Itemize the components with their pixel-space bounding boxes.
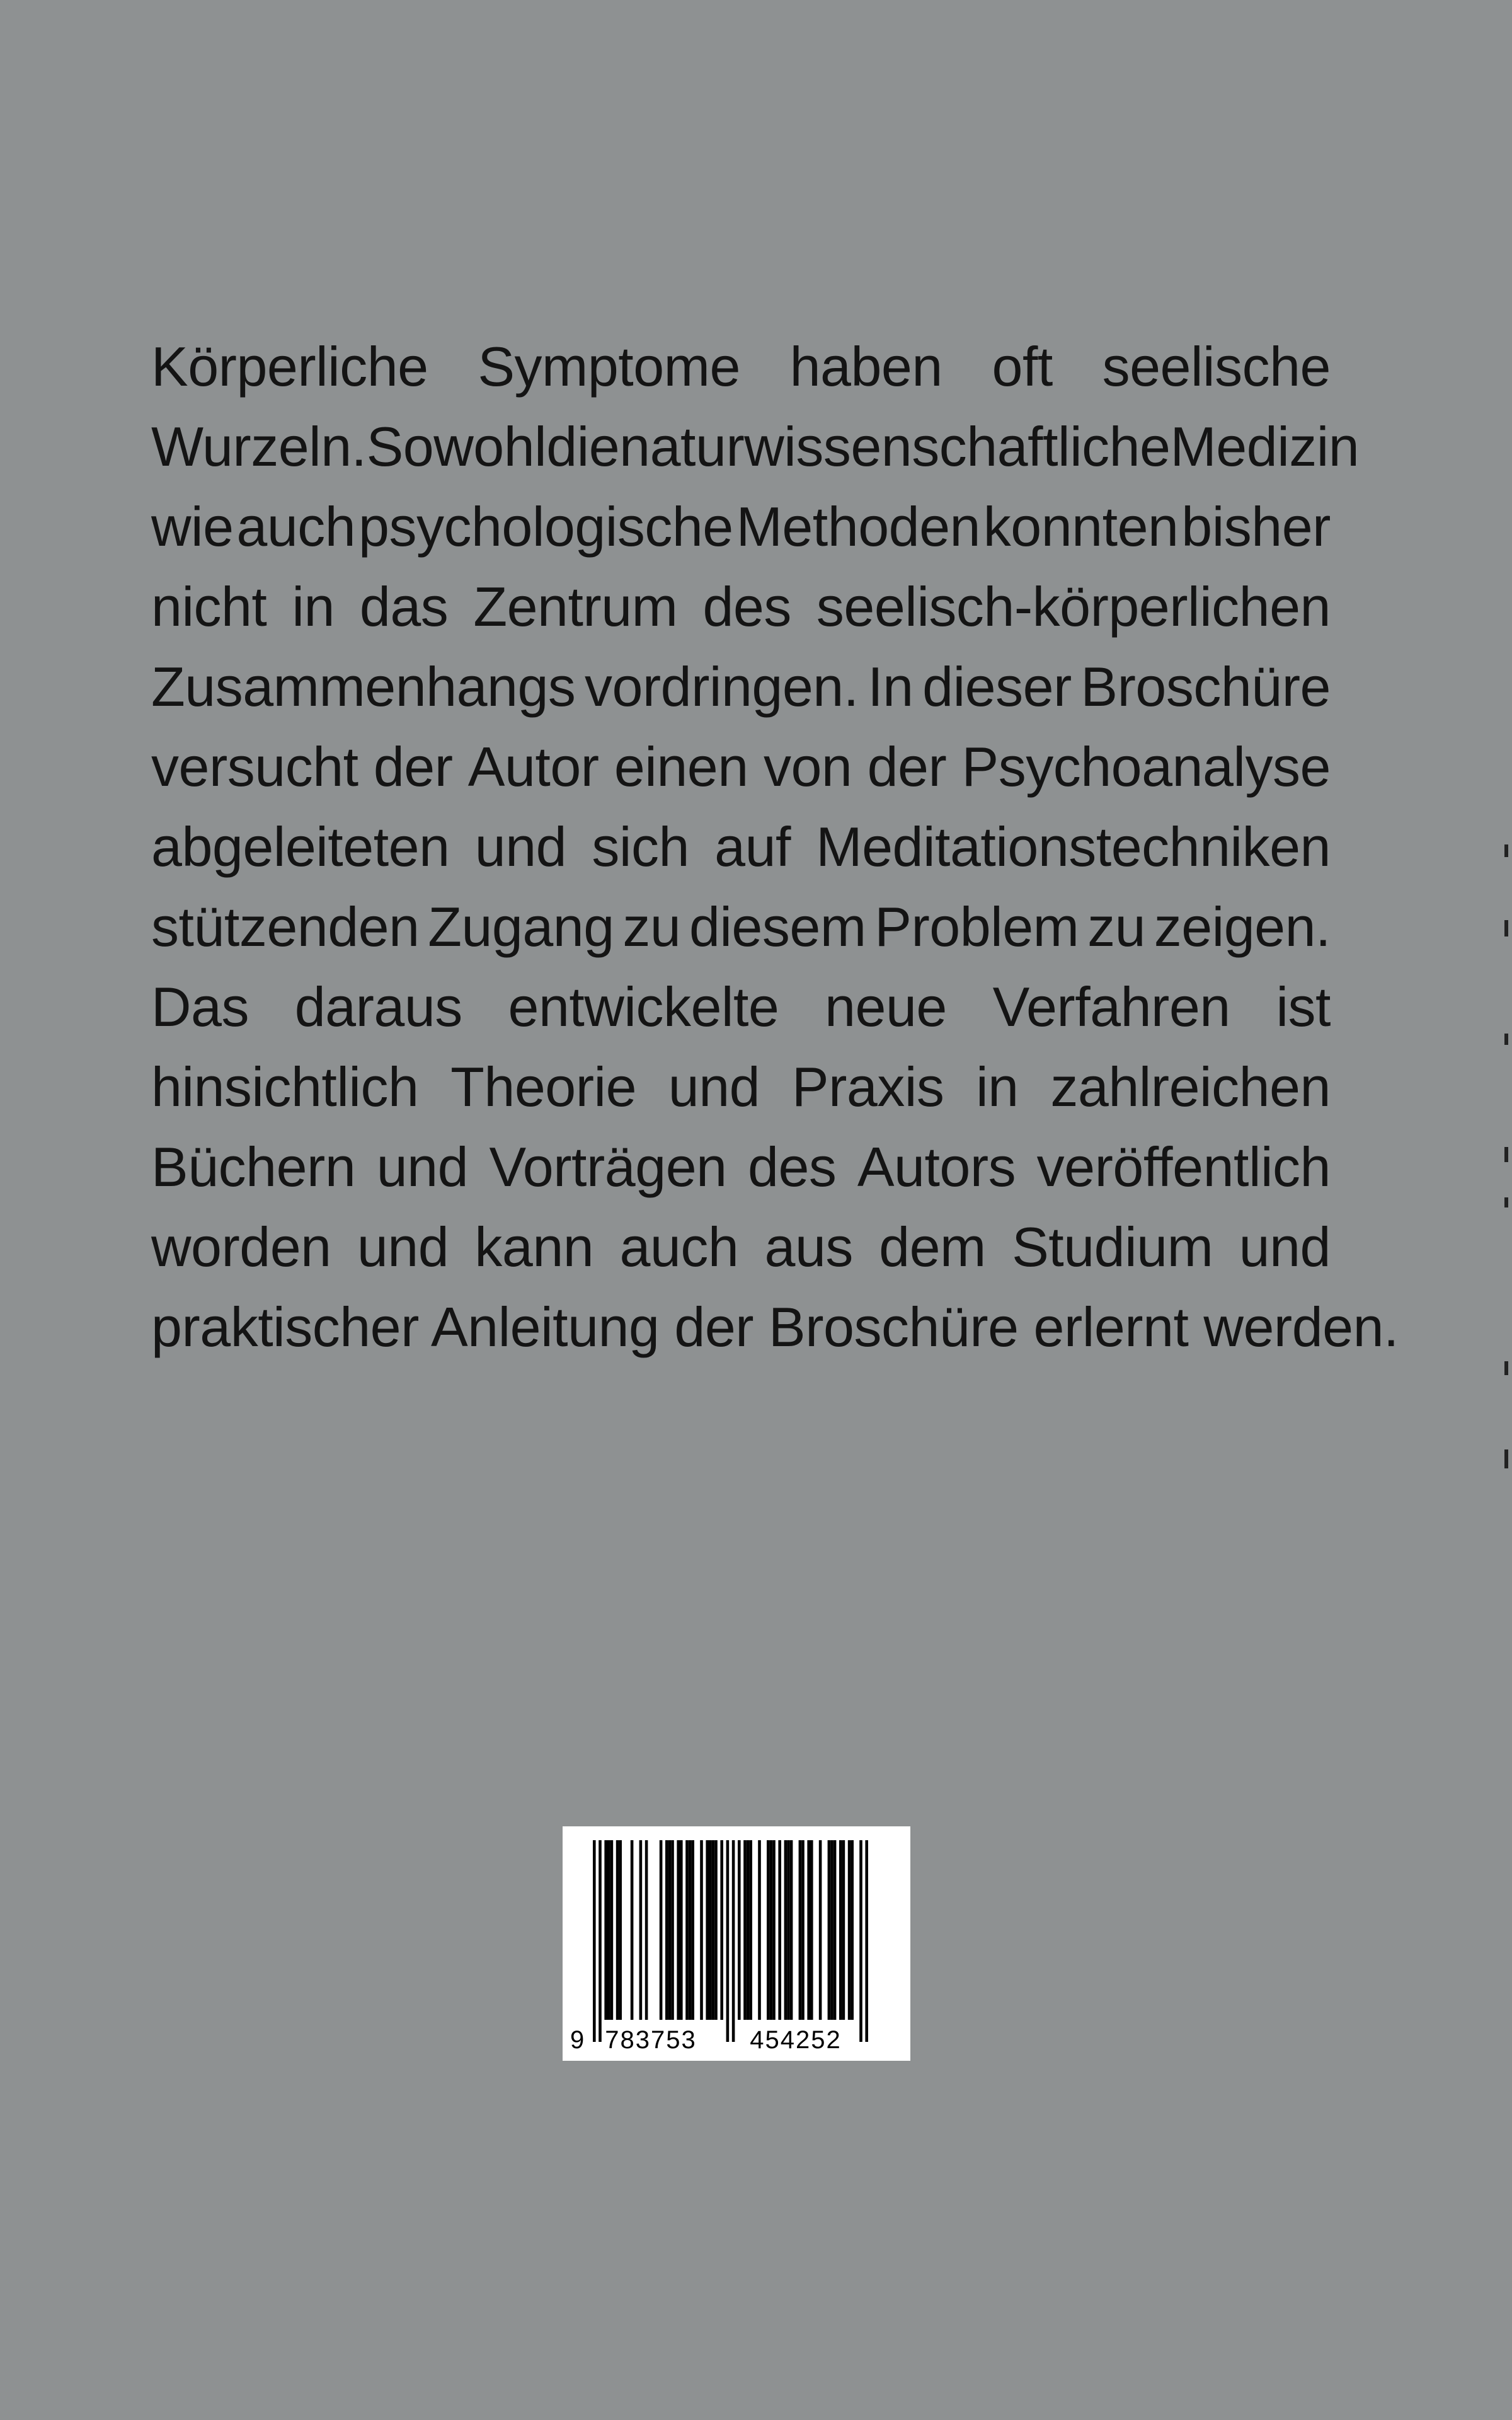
barcode-bar — [619, 1840, 622, 2020]
blurb-line-6: versucht der Autor einen von der Psychoanalyse — [151, 735, 1331, 798]
barcode-bar — [720, 1840, 723, 2020]
blurb-line-2: Wurzeln. Sowohl die naturwissenschaftliche Medizin — [151, 415, 1360, 478]
barcode-bar — [689, 1840, 692, 2020]
isbn-barcode — [563, 1826, 910, 2061]
barcode-right-digits: 454252 — [750, 2026, 842, 2054]
barcode-bar — [850, 1840, 854, 2020]
barcode-bar — [830, 1840, 833, 2020]
barcode-bar — [743, 1840, 747, 2020]
barcode-bar — [691, 1840, 694, 2020]
barcode-bar — [770, 1840, 773, 2020]
barcode-bar — [784, 1840, 788, 2020]
barcode-bar — [848, 1840, 851, 2020]
barcode-bar — [665, 1840, 668, 2020]
barcode-bar — [859, 1840, 862, 2042]
barcode-bar — [685, 1840, 689, 2020]
barcode-bar — [842, 1840, 845, 2020]
barcode-bar — [778, 1840, 781, 2020]
barcode-bar — [790, 1840, 793, 2020]
barcode-bar — [668, 1840, 672, 2020]
barcode-bar — [828, 1840, 831, 2020]
barcode-bar — [747, 1840, 750, 2020]
blurb-text — [151, 326, 1399, 1367]
barcode-bar — [758, 1840, 761, 2020]
barcode-bar — [607, 1840, 610, 2020]
barcode-bar — [645, 1840, 648, 2020]
blurb-line-7: abgeleiteten und sich auf Meditationstechniken — [151, 815, 1331, 878]
barcode-bar — [680, 1840, 683, 2020]
barcode-bar — [616, 1840, 619, 2020]
blurb-line-3: wie auch psychologische Methoden konnten bisher — [151, 495, 1331, 558]
barcode-bar — [810, 1840, 813, 2020]
barcode-bar — [700, 1840, 703, 2020]
barcode-bar — [593, 1840, 596, 2042]
barcode-bar — [639, 1840, 643, 2020]
barcode-bar — [799, 1840, 802, 2020]
barcode-bar — [610, 1840, 614, 2020]
barcode-graphic — [563, 1826, 910, 2061]
barcode-bar — [833, 1840, 837, 2020]
barcode-first-digit: 9 — [570, 2026, 585, 2054]
barcode-bar — [738, 1840, 741, 2020]
barcode-bar — [819, 1840, 822, 2020]
barcode-bar — [709, 1840, 712, 2020]
blurb-line-8: stützenden Zugang zu diesem Problem zu zeigen. — [151, 896, 1331, 958]
blurb-line-10: hinsichtlich Theorie und Praxis in zahlreichen — [151, 1056, 1331, 1118]
barcode-bar — [631, 1840, 634, 2020]
barcode-bar — [712, 1840, 715, 2020]
barcode-bar — [726, 1840, 730, 2042]
barcode-bar — [865, 1840, 868, 2042]
barcode-bar — [677, 1840, 680, 2020]
spine-edge-marks — [1499, 819, 1512, 1512]
barcode-bar — [714, 1840, 718, 2020]
blurb-line-1: Körperliche Symptome haben oft seelische — [151, 335, 1331, 398]
barcode-bar — [749, 1840, 752, 2020]
barcode-bar — [772, 1840, 776, 2020]
blurb-line-4: nicht in das Zentrum des seelisch-körperlichen — [151, 575, 1331, 638]
blurb-line-9: Das daraus entwickelte neue Verfahren ist — [151, 976, 1331, 1038]
barcode-bars — [593, 1840, 868, 2042]
blurb-line-12: worden und kann auch aus dem Studium und — [151, 1216, 1331, 1278]
barcode-bar — [604, 1840, 607, 2020]
barcode-bar — [732, 1840, 735, 2042]
blurb-line-11: Büchern und Vorträgen des Autors veröffentlich — [151, 1136, 1331, 1198]
barcode-bar — [839, 1840, 842, 2020]
barcode-bar — [598, 1840, 602, 2042]
barcode-bar — [801, 1840, 805, 2020]
barcode-bar — [787, 1840, 790, 2020]
barcode-bar — [807, 1840, 810, 2020]
blurb-line-5: Zusammenhangs vordringen. In dieser Broschüre — [151, 655, 1331, 718]
blurb-line-13: praktischer Anleitung der Broschüre erlernt werden. — [151, 1296, 1399, 1358]
barcode-bar — [706, 1840, 709, 2020]
barcode-bar — [660, 1840, 663, 2020]
barcode-bar — [671, 1840, 674, 2020]
barcode-bar — [767, 1840, 770, 2020]
barcode-left-digits: 783753 — [605, 2026, 697, 2054]
